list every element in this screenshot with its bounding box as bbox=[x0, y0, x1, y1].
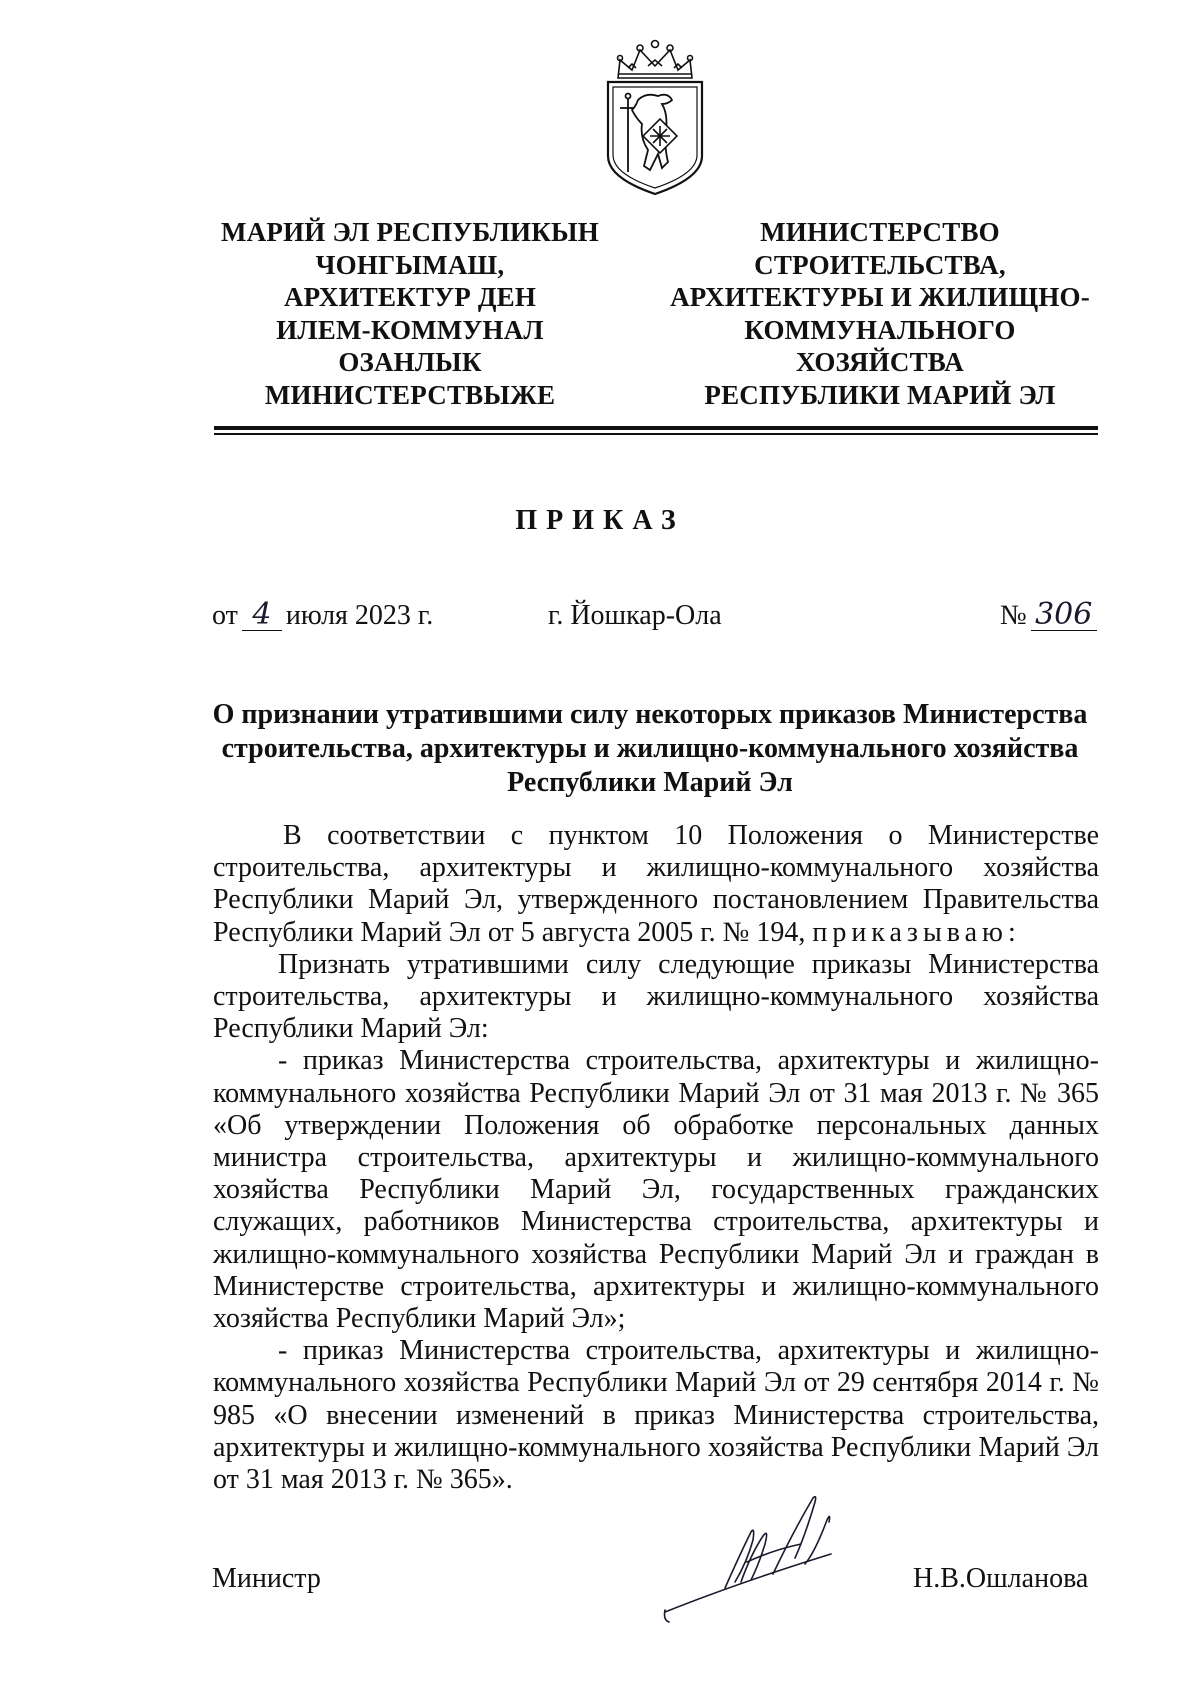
number-handwritten: 306 bbox=[1035, 597, 1093, 632]
subject-line: О признании утратившими силу некоторых приказов Министерства bbox=[212, 699, 1088, 730]
signatory-name: Н.В.Ошланова bbox=[913, 1563, 1089, 1594]
header-left-line: ИЛЕМ-КОММУНАЛ bbox=[276, 314, 544, 345]
header-divider-thin bbox=[214, 433, 1098, 435]
header-left-line: МАРИЙ ЭЛ РЕСПУБЛИКЫН bbox=[221, 217, 599, 247]
subject-line: строительства, архитектуры и жилищно-коммунального хозяйства bbox=[221, 733, 1079, 764]
preamble-text: В соответствии с пунктом 10 Положения о Министерстве строительства, архитектуры и жилищно-коммунального хозяйства Республики Марий Эл, утвержденного постановлением Правительства Республики Марий Эл от 5 августа 2005 г. № 194, bbox=[213, 820, 1099, 948]
document-body bbox=[213, 820, 1099, 1496]
header-left-line: МИНИСТЕРСТВЫЖЕ bbox=[264, 379, 556, 410]
header-right-line: ХОЗЯЙСТВА bbox=[796, 347, 964, 377]
header-left-line: ОЗАНЛЫК bbox=[338, 347, 482, 377]
header-right-line: МИНИСТЕРСТВО bbox=[760, 217, 1000, 247]
header-left-line: ЧОНГЫМАШ, bbox=[315, 249, 505, 280]
document-title: ПРИКАЗ bbox=[515, 505, 685, 536]
date-day-handwritten: 4 bbox=[252, 597, 272, 632]
document-subject bbox=[200, 698, 1100, 800]
number-prefix: № bbox=[1000, 600, 1027, 631]
header-right-line: АРХИТЕКТУРЫ И ЖИЛИЩНО- bbox=[670, 282, 1090, 312]
body-list-item: - приказ Министерства строительства, архитектуры и жилищно-коммунального хозяйства Республики Марий Эл от 29 сентября 2014 г. № 985 «О внесении изменений в приказ Министерства строительства, архитектуры и жилищно-коммунального хозяйства Республики Марий Эл от 31 мая 2013 г. № 365». bbox=[213, 1335, 1099, 1496]
document-number bbox=[1000, 597, 1097, 632]
header-right-line: РЕСПУБЛИКИ МАРИЙ ЭЛ bbox=[704, 379, 1056, 410]
header-left-line: АРХИТЕКТУР ДЕН bbox=[283, 282, 537, 312]
header-right-block bbox=[655, 216, 1105, 411]
signatory-position: Министр bbox=[212, 1563, 321, 1594]
body-list-item: - приказ Министерства строительства, архитектуры и жилищно-коммунального хозяйства Республики Марий Эл от 31 мая 2013 г. № 365 «Об утверждении Положения об обработке персональных данных министра строительства, архитектуры и жилищно-коммунального хозяйства Республики Марий Эл, государственных гражданских служащих, работников Министерства строительства, архитектуры и жилищно-коммунального хозяйства Республики Марий Эл и граждан в Министерстве строительства, архитектуры и жилищно-коммунального хозяйства Республики Марий Эл»; bbox=[213, 1045, 1099, 1335]
date-prefix: от bbox=[212, 600, 238, 631]
header-right-line: СТРОИТЕЛЬСТВА, bbox=[754, 249, 1006, 280]
date-month-year: июля 2023 г. bbox=[285, 600, 434, 631]
document-date bbox=[212, 597, 434, 632]
document-city: г. Йошкар-Ола bbox=[548, 600, 722, 631]
coat-of-arms-icon bbox=[598, 38, 712, 198]
subject-line: Республики Марий Эл bbox=[507, 767, 793, 798]
body-paragraph bbox=[213, 820, 1099, 949]
header-divider-thick bbox=[214, 426, 1098, 430]
handwritten-signature bbox=[655, 1492, 890, 1627]
order-command: приказываю: bbox=[812, 916, 1021, 948]
header-right-line: КОММУНАЛЬНОГО bbox=[744, 314, 1016, 345]
header-left-block bbox=[205, 216, 615, 411]
body-paragraph: Признать утратившими силу следующие приказы Министерства строительства, архитектуры и жилищно-коммунального хозяйства Республики Марий Эл: bbox=[213, 948, 1099, 1045]
